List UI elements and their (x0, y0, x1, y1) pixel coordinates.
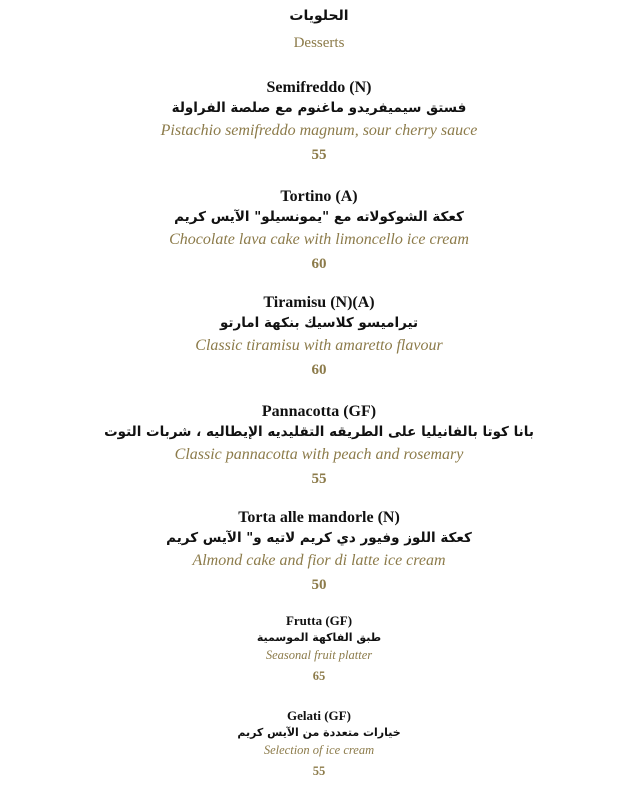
item-description: Classic pannacotta with peach and rosemary (174, 445, 464, 463)
item-description: Seasonal fruit platter (265, 648, 373, 662)
item-price: 65 (312, 668, 326, 683)
item-name-arabic: فستق سيميفريدو ماغنوم مع صلصة الفراولة (171, 100, 467, 116)
item-description: Classic tiramisu with amaretto flavour (195, 336, 443, 354)
item-name-arabic: خيارات متعددة من الآيس كريم (237, 726, 401, 739)
item-name-arabic: بانا كوتا بالفانيليا على الطريقه التقليديه الإيطاليه ، شربات التوت (104, 424, 534, 440)
item-price: 55 (311, 146, 327, 163)
item-name: Frutta (GF) (285, 613, 353, 628)
item-name-arabic: طبق الفاكهة الموسمية (256, 631, 382, 644)
item-description: Selection of ice cream (263, 743, 375, 757)
item-price: 60 (311, 255, 327, 272)
item-name-arabic: تيراميسو كلاسيك بنكهة امارتو (219, 315, 419, 331)
item-name: Pannacotta (GF) (261, 403, 377, 420)
item-name: Gelati (GF) (287, 708, 351, 723)
item-description: Pistachio semifreddo magnum, sour cherry sauce (160, 121, 478, 139)
item-description: Almond cake and fior di latte ice cream (192, 551, 446, 569)
item-name: Semifreddo (N) (266, 79, 372, 96)
item-price: 55 (312, 763, 326, 778)
menu-item-gelati (0, 709, 638, 777)
menu-item-tortino (0, 189, 638, 272)
section-title: Desserts (293, 35, 345, 51)
item-name: Tiramisu (N)(A) (263, 294, 375, 311)
menu-item-frutta (0, 614, 638, 682)
item-price: 55 (311, 470, 327, 487)
item-name: Torta alle mandorle (N) (238, 509, 400, 526)
menu-item-pannacotta (0, 404, 638, 487)
menu-item-semifreddo (0, 80, 638, 163)
menu-item-tiramisu (0, 295, 638, 378)
item-name-arabic: كعكة الشوكولاته مع "يمونسيلو" الآيس كريم (174, 209, 464, 225)
section-title-arabic: الحلويات (289, 8, 349, 24)
item-price: 60 (311, 361, 327, 378)
item-name: Tortino (A) (280, 188, 358, 205)
item-name-arabic: كعكة اللوز وفيور دي كريم لاتيه و" الآيس كريم (166, 530, 472, 546)
menu-item-torta-alle-mandorle (0, 510, 638, 593)
item-description: Chocolate lava cake with limoncello ice cream (169, 230, 469, 248)
item-price: 50 (311, 576, 327, 593)
